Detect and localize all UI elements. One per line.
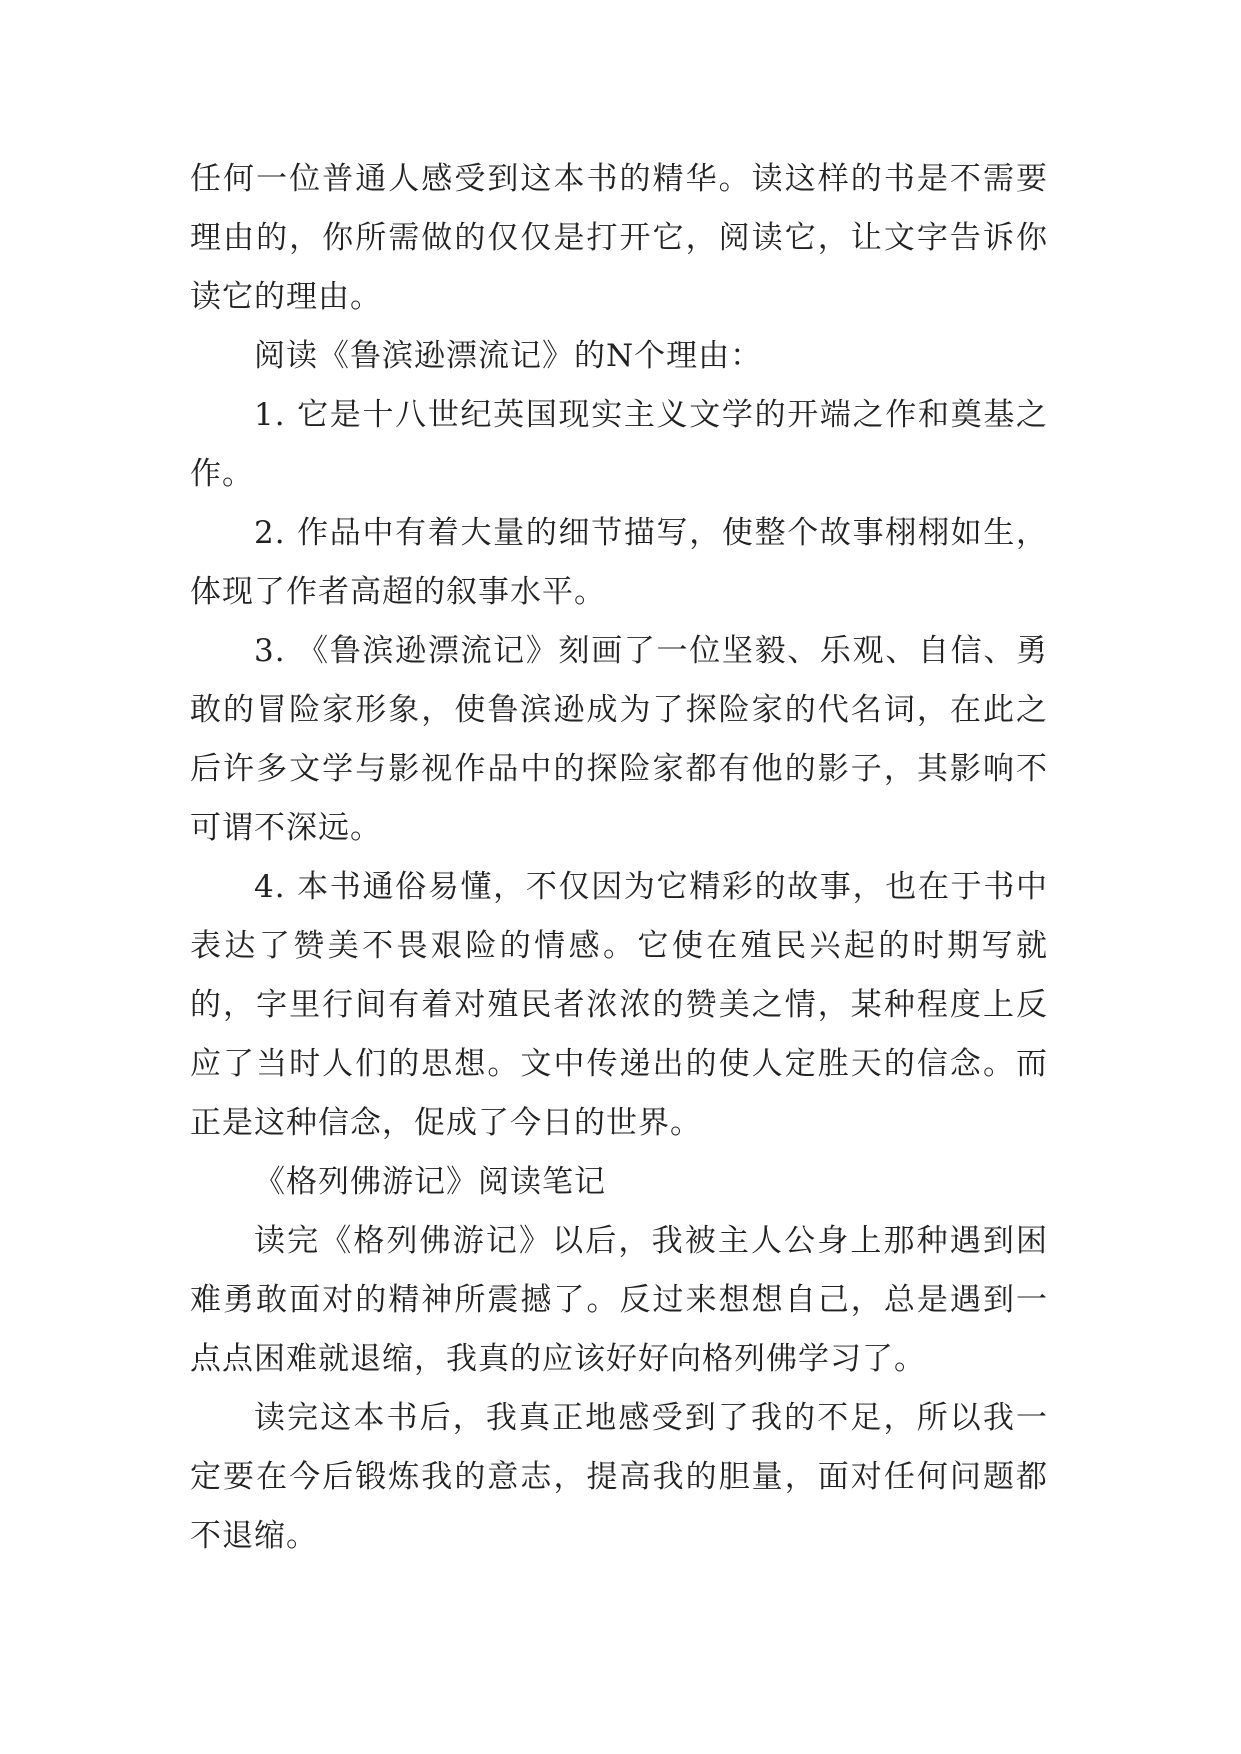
paragraph-reason-4: 4. 本书通俗易懂，不仅因为它精彩的故事，也在于书中表达了赞美不畏艰险的情感。它使在殖民兴起的时期写就的，字里行间有着对殖民者浓浓的赞美之情，某种程度上反应了当时人们的思想。文中传递出的使人定胜天的信念。而正是这种信念，促成了今日的世界。: [190, 869, 1048, 1141]
paragraph-note-1: 读完《格列佛游记》以后，我被主人公身上那种遇到困难勇敢面对的精神所震撼了。反过来想想自己，总是遇到一点点困难就退缩，我真的应该好好向格列佛学习了。: [190, 1223, 1048, 1377]
paragraph-note-2: 读完这本书后，我真正地感受到了我的不足，所以我一定要在今后锻炼我的意志，提高我的胆量，面对任何问题都不退缩。: [190, 1400, 1048, 1554]
paragraph-reasons-heading: 阅读《鲁滨逊漂流记》的N个理由：: [254, 338, 763, 374]
paragraph-reason-2: 2. 作品中有着大量的细节描写，使整个故事栩栩如生，体现了作者高超的叙事水平。: [190, 515, 1048, 610]
section-title: 《格列佛游记》阅读笔记: [254, 1164, 606, 1200]
document-body: [190, 150, 1048, 1566]
paragraph-reason-1: 1. 它是十八世纪英国现实主义文学的开端之作和奠基之作。: [190, 397, 1048, 492]
paragraph-continuation: 任何一位普通人感受到这本书的精华。读这样的书是不需要理由的，你所需做的仅仅是打开它，阅读它，让文字告诉你读它的理由。: [190, 161, 1048, 315]
paragraph-reason-3: 3. 《鲁滨逊漂流记》刻画了一位坚毅、乐观、自信、勇敢的冒险家形象，使鲁滨逊成为了探险家的代名词，在此之后许多文学与影视作品中的探险家都有他的影子，其影响不可谓不深远。: [190, 633, 1048, 846]
